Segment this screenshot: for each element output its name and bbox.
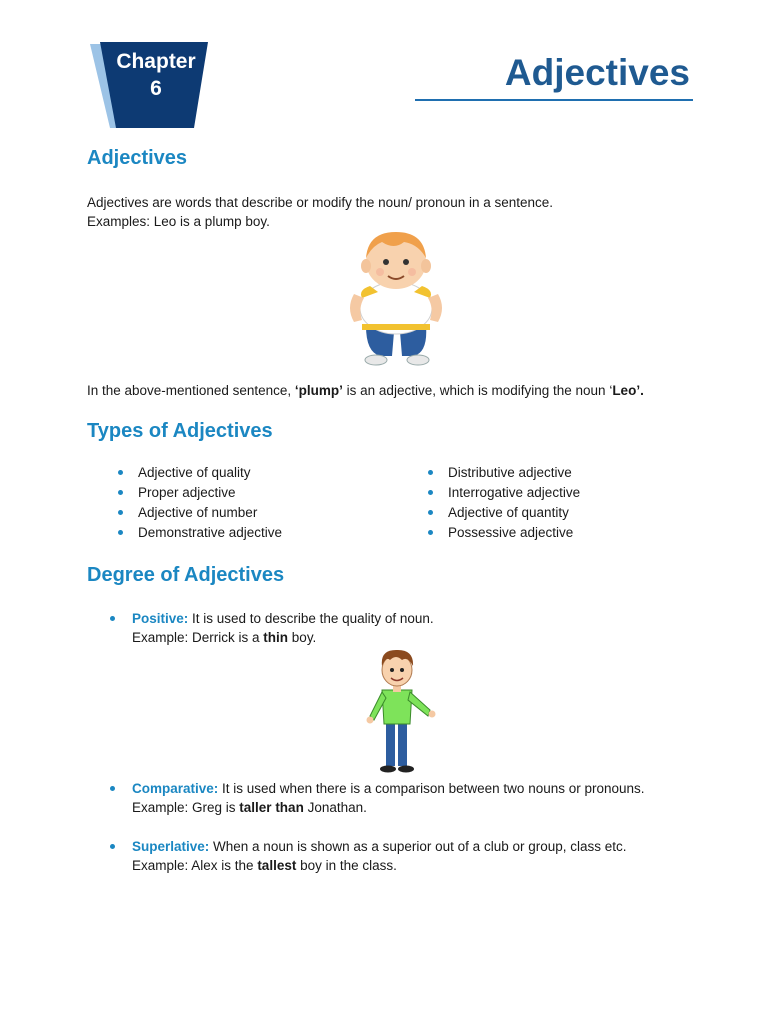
types-list-left (117, 463, 282, 543)
list-item: Interrogative adjective (427, 483, 580, 503)
list-item: Adjective of quantity (427, 503, 580, 523)
adjectives-heading: Adjectives (87, 147, 188, 169)
intro-example-text: Examples: Leo is a plump boy. (87, 214, 270, 229)
chapter-label: Chapter (116, 50, 196, 73)
thin-boy-illustration (358, 646, 442, 774)
plump-boy-illustration (344, 228, 450, 368)
types-list-right (427, 463, 580, 543)
superlative-item: Superlative: When a noun is shown as a superior out of a club or group, class etc. Example: Alex is the tallest boy in the class. (108, 837, 688, 875)
bullet-icon (110, 616, 115, 621)
highlight-leo: Leo’. (612, 383, 644, 398)
chapter-badge (86, 42, 212, 130)
superlative-term: Superlative: (132, 839, 210, 854)
list-item: Proper adjective (117, 483, 282, 503)
document-title: Adjectives (504, 52, 690, 93)
types-heading: Types of Adjectives (87, 420, 273, 442)
comparative-term: Comparative: (132, 781, 219, 796)
degree-heading: Degree of Adjectives (87, 564, 285, 586)
positive-term: Positive: (132, 611, 189, 626)
chapter-number: 6 (150, 77, 162, 100)
list-item: Distributive adjective (427, 463, 580, 483)
explanation-text: In the above-mentioned sentence, ‘plump’ is an adjective, which is modifying the noun ‘Leo’. (87, 383, 644, 398)
bullet-icon (110, 786, 115, 791)
comparative-item: Comparative: It is used when there is a comparison between two nouns or pronouns. Example: Greg is taller than Jonathan. (108, 779, 688, 817)
title-underline (415, 99, 693, 101)
list-item: Possessive adjective (427, 523, 580, 543)
positive-item: Positive: It is used to describe the quality of noun. Example: Derrick is a thin boy. (108, 609, 688, 647)
bullet-icon (110, 844, 115, 849)
list-item: Demonstrative adjective (117, 523, 282, 543)
definition-text: Adjectives are words that describe or modify the noun/ pronoun in a sentence. (87, 195, 554, 210)
list-item: Adjective of quality (117, 463, 282, 483)
chapter-badge-text (104, 48, 208, 102)
list-item: Adjective of number (117, 503, 282, 523)
highlight-plump: ‘plump’ (294, 383, 343, 398)
